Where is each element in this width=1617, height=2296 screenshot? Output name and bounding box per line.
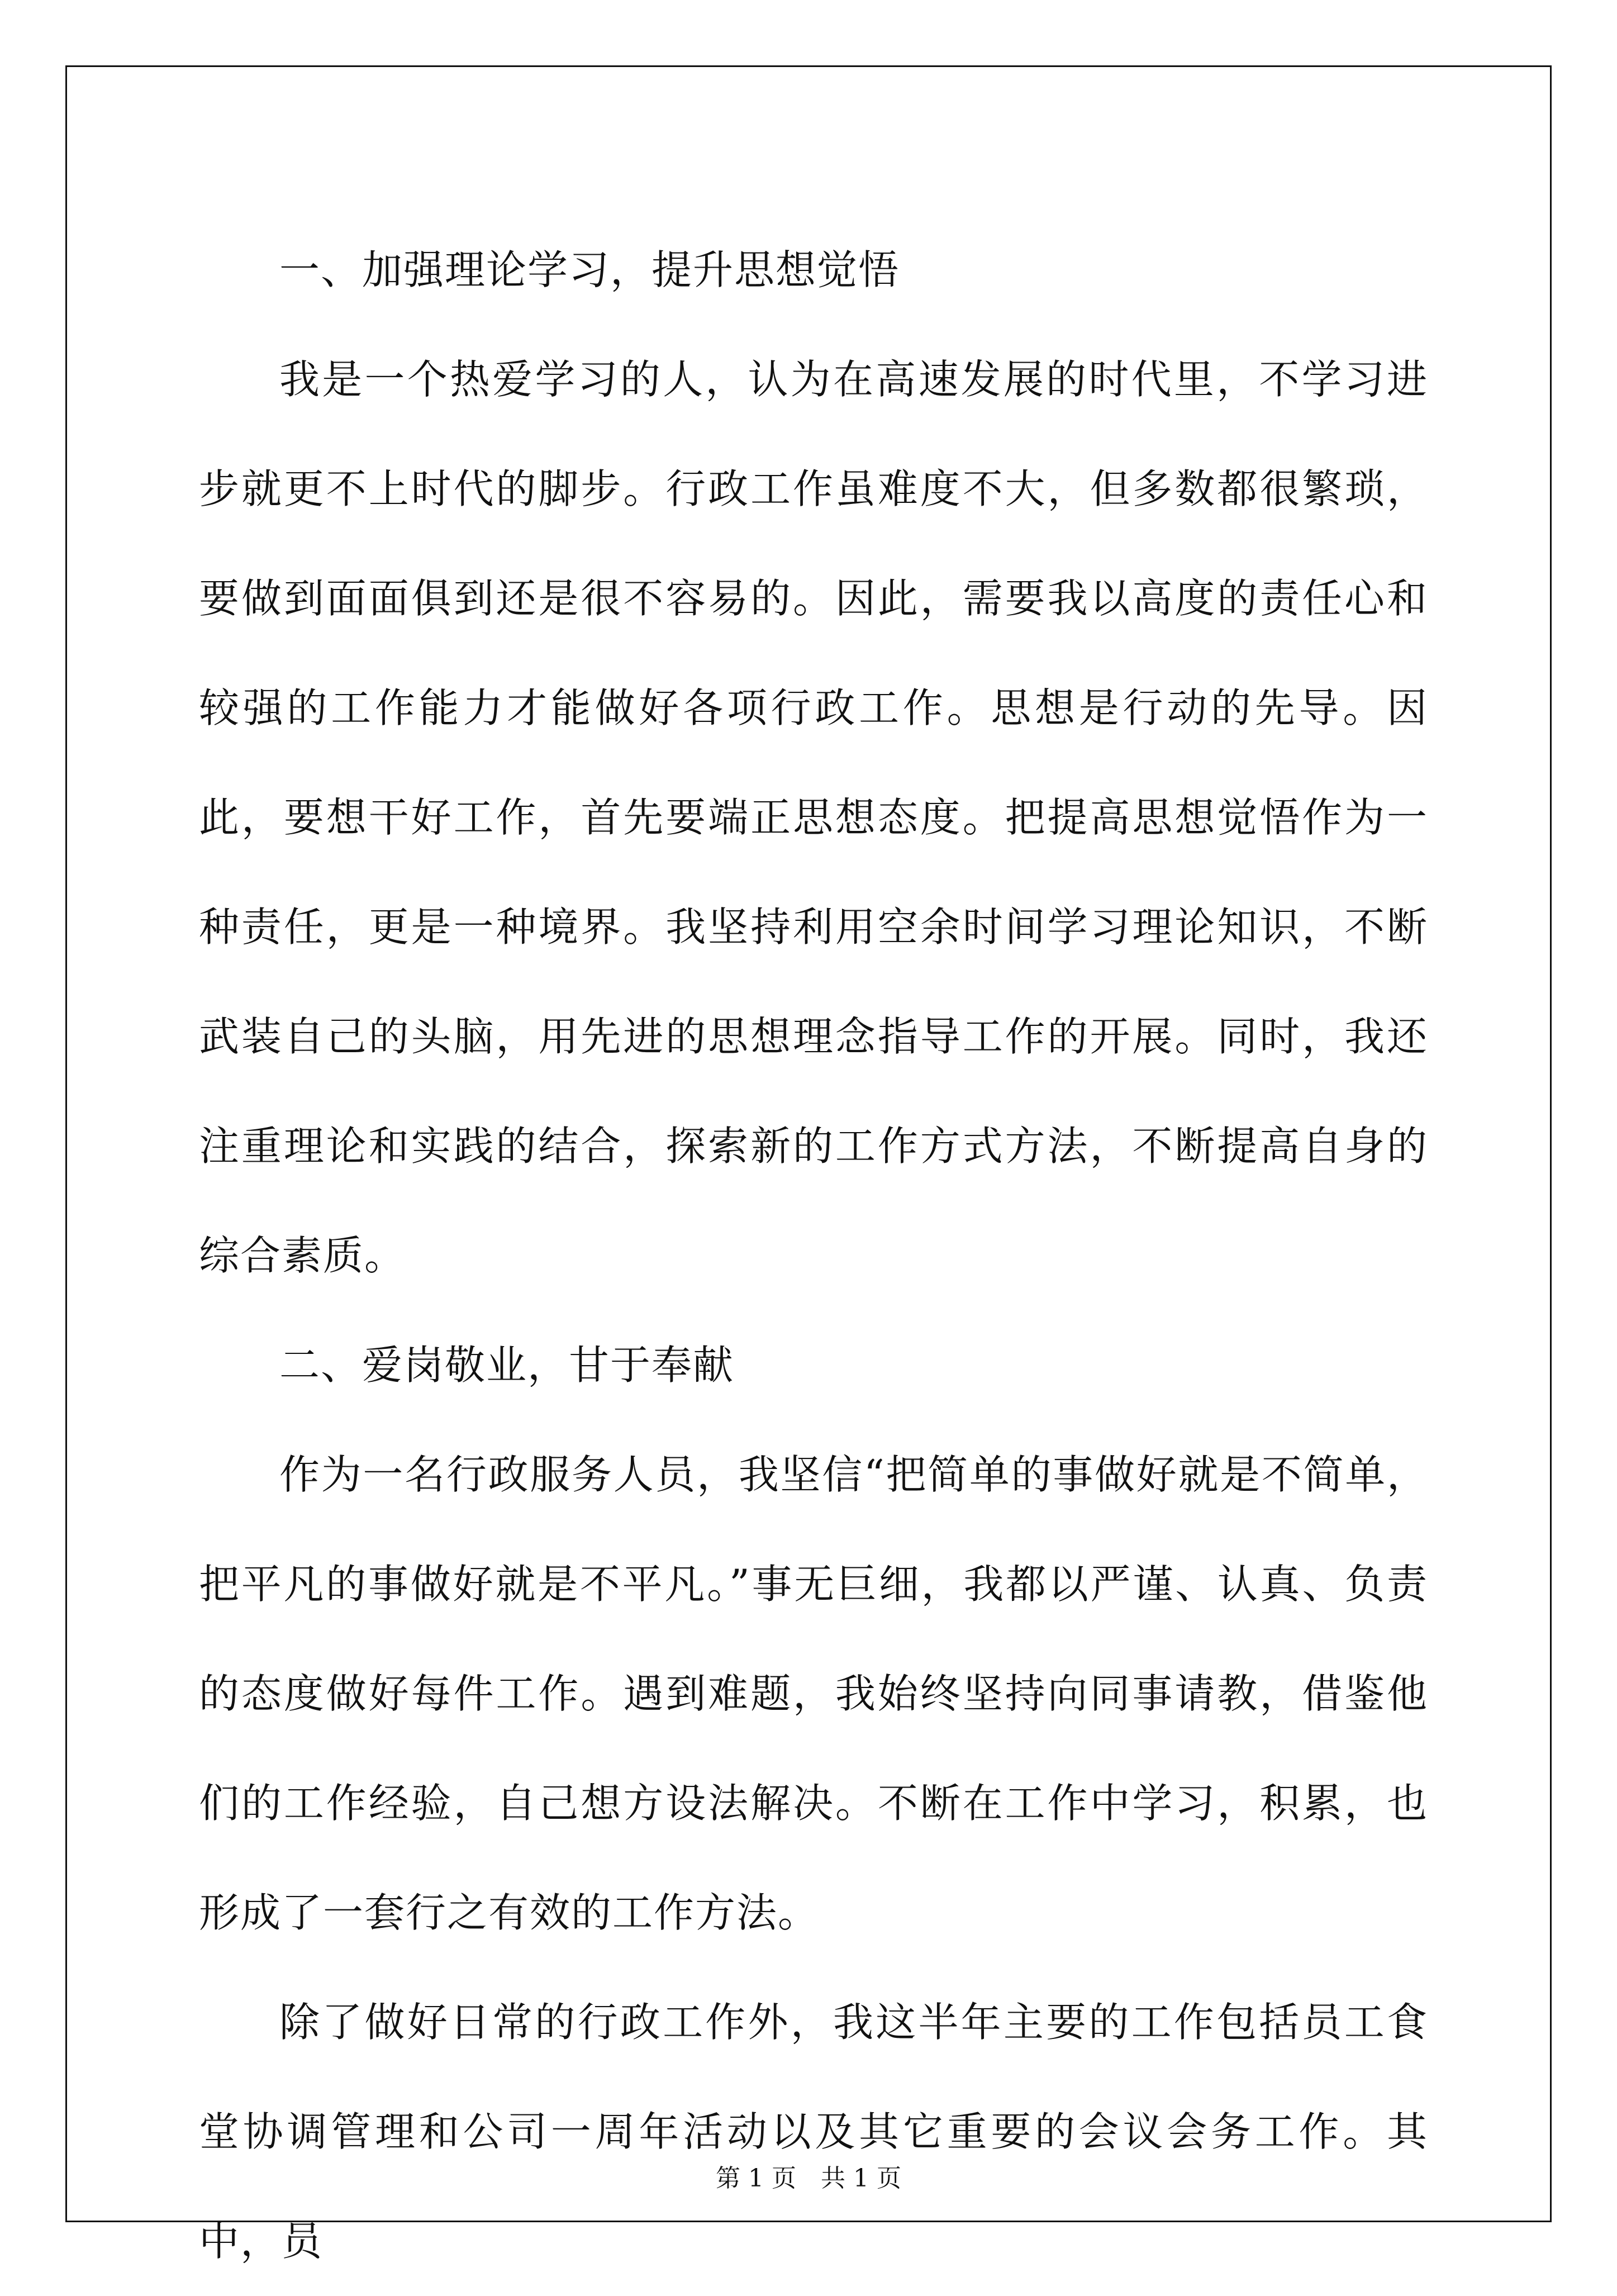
paragraph-3: 除了做好日常的行政工作外，我这半年主要的工作包括员工食堂协调管理和公司一周年活动以及其它重要的会议会务工作。其中，员 — [199, 1999, 1428, 2265]
paragraph-2: 作为一名行政服务人员，我坚信“把简单的事做好就是不简单，把平凡的事做好就是不平凡。”事无巨细，我都以严谨、认真、负责的态度做好每件工作。遇到难题，我始终坚持向同事请教，借鉴他们的工作经验，自己想方设法解决。不断在工作中学习，积累，也形成了一套行之有效的工作方法。 — [199, 1451, 1428, 1936]
document-body — [199, 215, 1428, 2296]
section-heading-1: 一、加强理论学习，提升思想觉悟 — [279, 246, 900, 293]
paragraph-1: 我是一个热爱学习的人，认为在高速发展的时代里，不学习进步就更不上时代的脚步。行政工作虽难度不大，但多数都很繁琐，要做到面面俱到还是很不容易的。因此，需要我以高度的责任心和较强的工作能力才能做好各项行政工作。思想是行动的先导。因此，要想干好工作，首先要端正思想态度。把提高思想觉悟作为一种责任，更是一种境界。我坚持利用空余时间学习理论知识，不断武装自己的头脑，用先进的思想理念指导工作的开展。同时，我还注重理论和实践的结合，探索新的工作方式方法，不断提高自身的综合素质。 — [199, 356, 1428, 1279]
section-heading-2: 二、爱岗敬业，甘于奉献 — [279, 1342, 735, 1389]
page-footer: 第 1 页 共 1 页 — [716, 2164, 901, 2193]
